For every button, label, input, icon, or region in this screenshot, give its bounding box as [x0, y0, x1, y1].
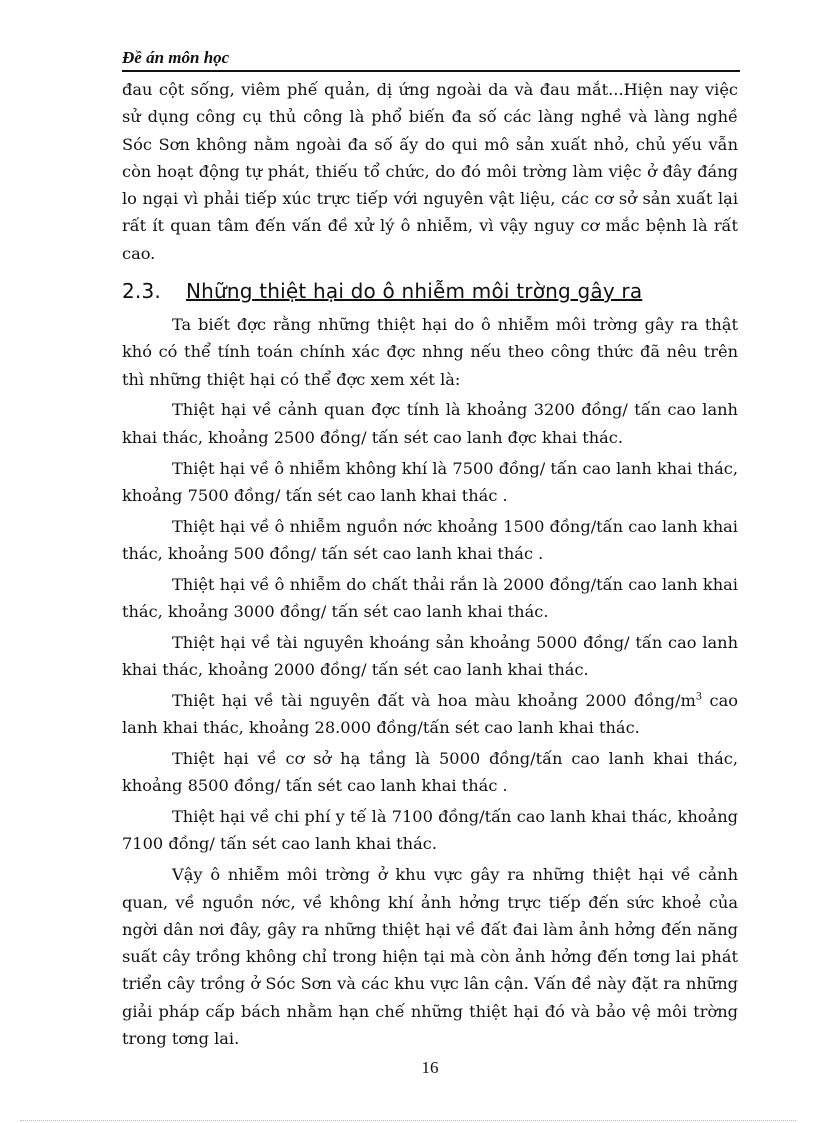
paragraph: Thiệt hại về ô nhiễm không khí là 7500 đồng/ tấn cao lanh khai thác, khoảng 7500 đồng/ tấn sét cao lanh khai thác .	[122, 458, 738, 505]
intro-line: đề xử lý ô nhiễm, vì vậy nguy cơ mắc bệnh là rất cao.	[122, 216, 738, 263]
land-text-before: Thiệt hại về tài nguyên đất và hoa màu khoảng 2000 đồng/m	[172, 690, 696, 710]
paragraph: Thiệt hại về cảnh quan đợc tính là khoảng 3200 đồng/ tấn cao lanh khai thác, khoảng 2500 đồng/ tấn sét cao lanh đợc khai thác.	[122, 400, 738, 447]
paragraph: Thiệt hại về cơ sở hạ tầng là 5000 đồng/tấn cao lanh khai thác, khoảng 8500 đồng/ tấn sét cao lanh khai thác .	[122, 749, 738, 796]
paragraph: Thiệt hại về ô nhiễm do chất thải rắn là 2000 đồng/tấn cao lanh khai thác, khoảng 3000 đồng/ tấn sét cao lanh khai thác.	[122, 574, 738, 622]
land-text-after: cao lanh khai thác, khoảng 28.000 đồng/tấn sét cao lanh khai thác.	[122, 690, 738, 738]
intro-line: dụng công cụ thủ công là phổ biến đa số các làng nghề và làng nghề Sóc Sơn	[122, 107, 738, 154]
paragraph-land-damage	[122, 687, 738, 742]
section-number: 2.3.	[122, 279, 161, 304]
paragraph-conclusion: Vậy ô nhiễm môi trờng ở khu vực gây ra những thiệt hại về cảnh quan, về nguồn nớc, về không khí ảnh hởng trực tiếp đến sức khoẻ của ngời dân nơi đây, gây ra những thiệt hại về đất đai làm ảnh hởng đến năng suất cây trồng không chỉ trong hiện tại mà còn ảnh hởng đến tơng lai phát triển cây trồng ở Sóc Sơn và các khu vực lân cận. Vấn đề này đặt ra những giải pháp cấp bách nhằm hạn chế những thiệt hại đó và bảo vệ môi trờng trong tơng lai.	[122, 865, 738, 1048]
intro-paragraph	[122, 76, 738, 267]
superscript: 3	[695, 691, 703, 703]
footer-divider	[20, 1120, 796, 1121]
paragraph: Thiệt hại về tài nguyên khoáng sản khoảng 5000 đồng/ tấn cao lanh khai thác, khoảng 2000 đồng/ tấn sét cao lanh khai thác.	[122, 632, 738, 680]
intro-line: tự phát, thiếu tổ chức, do đó môi trờng làm việc ở đây đáng lo ngại vì phải tiếp	[122, 161, 738, 209]
intro-line: không nằm ngoài đa số ấy do qui mô sản xuất nhỏ, chủ yếu vẫn còn hoạt động	[122, 134, 739, 181]
intro-line: xúc trực tiếp với nguyên vật liệu, các cơ sở sản xuất lại rất ít quan tâm đến vấn	[122, 189, 739, 236]
paragraph: Thiệt hại về chi phí y tế là 7100 đồng/tấn cao lanh khai thác, khoảng 7100 đồng/ tấn sét cao lanh khai thác.	[122, 807, 738, 854]
section-title: Những thiệt hại do ô nhiễm môi trờng gây ra	[186, 279, 643, 304]
intro-line: đau cột sống, viêm phế quản, dị ứng ngoài da và đau mắt...Hiện nay việc sử	[122, 80, 738, 127]
header-title: Đề án môn học	[122, 48, 230, 67]
paragraph: Ta biết đợc rằng những thiệt hại do ô nhiễm môi trờng gây ra thật khó có thể tính toán chính xác đợc nhng nếu theo công thức đã nêu trên thì những thiệt hại có thể đợc xem xét là:	[122, 315, 738, 389]
section-heading	[122, 277, 738, 305]
page-header	[122, 50, 740, 72]
document-body	[122, 76, 738, 1052]
page-number: 16	[421, 1058, 439, 1077]
paragraph: Thiệt hại về ô nhiễm nguồn nớc khoảng 1500 đồng/tấn cao lanh khai thác, khoảng 500 đồng/ tấn sét cao lanh khai thác .	[122, 516, 738, 563]
